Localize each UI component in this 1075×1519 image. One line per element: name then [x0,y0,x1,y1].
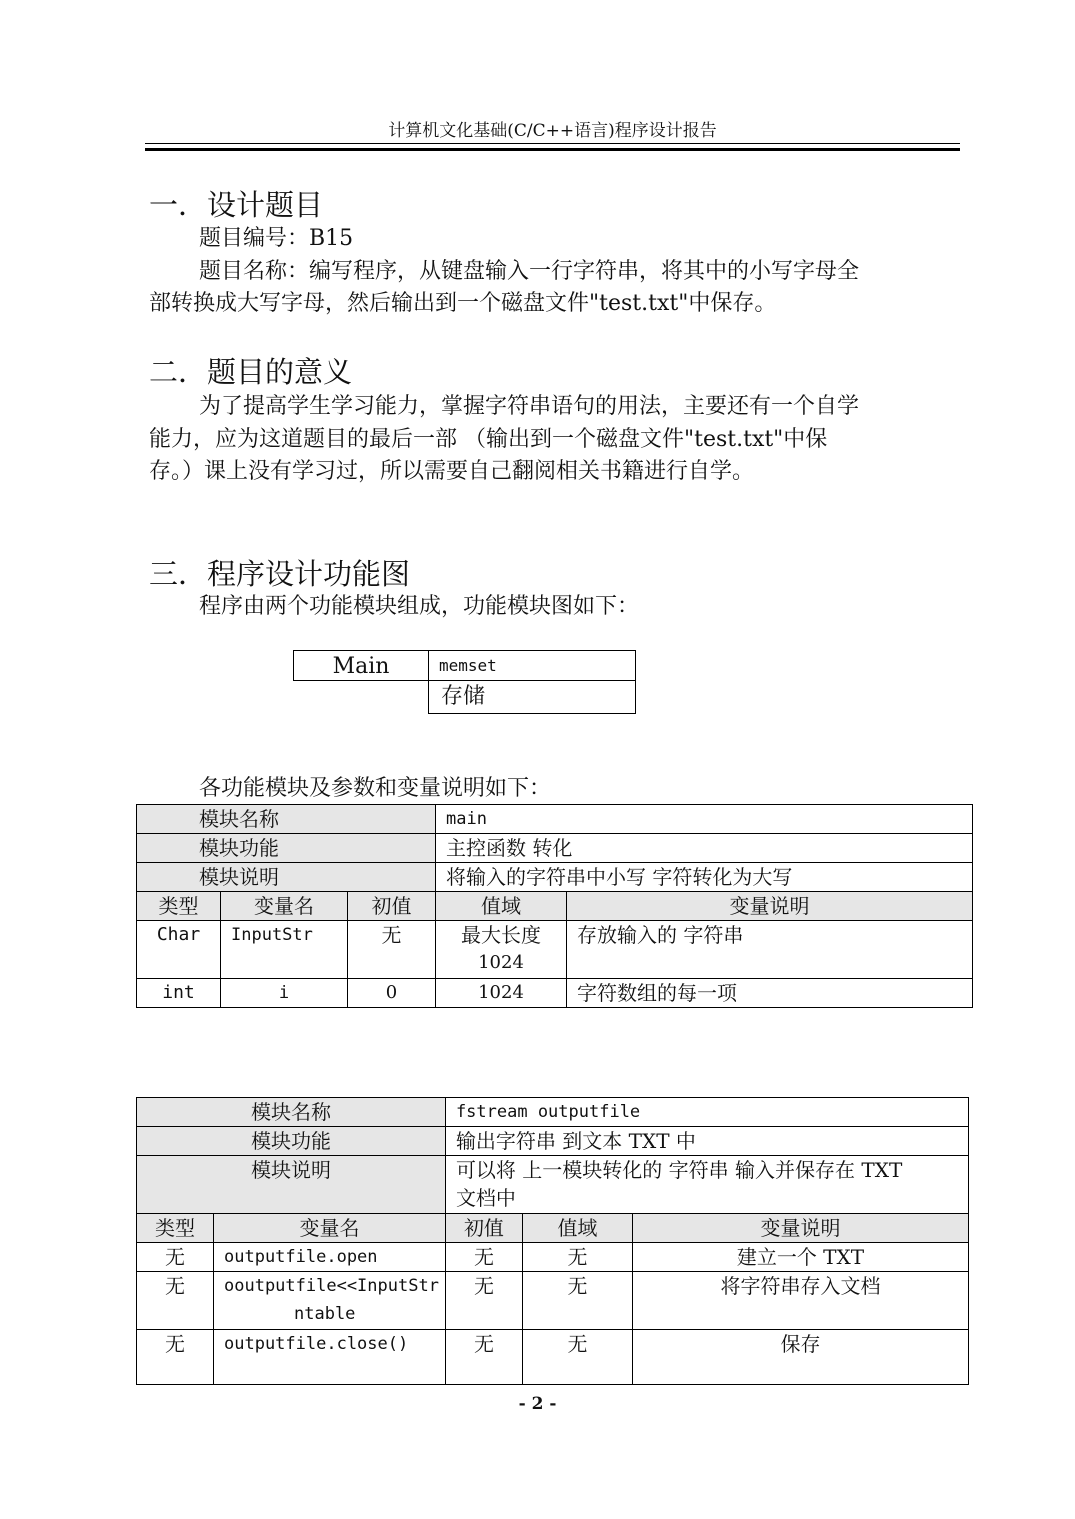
t1-name-label: 模块名称 [137,805,436,834]
t2-col-init: 初值 [445,1214,522,1243]
t1-col-desc: 变量说明 [567,892,973,921]
section2-heading: 二．题目的意义 [149,355,353,389]
t1-col-name: 变量名 [221,892,348,921]
t2-col-type: 类型 [137,1214,214,1243]
header-rule-thick [145,148,960,151]
t2-func-label: 模块功能 [137,1127,446,1156]
t2-desc-label: 模块说明 [137,1156,446,1214]
section1-name-line2: 部转换成大写字母，然后输出到一个磁盘文件"test.txt"中保存。 [149,291,777,316]
table-row: Char InputStr 无 最大长度 1024 存放输入的 字符串 [137,921,973,979]
t1-desc-label: 模块说明 [137,863,436,892]
header-rule-thin [145,143,960,144]
table-row: 无 outputfile.close() 无 无 保存 [137,1330,969,1385]
section2-line2: 能力，应为这道题目的最后一部 （输出到一个磁盘文件"test.txt"中保 [149,427,828,452]
t2-col-range: 值域 [522,1214,632,1243]
section3-heading: 三．程序设计功能图 [149,557,411,591]
module-table-main [136,804,973,1008]
t2-name-value: fstream outputfile [445,1098,968,1127]
section2-line1: 为了提高学生学习能力，掌握字符串语句的用法，主要还有一个自学 [199,394,860,419]
module-table-output [136,1097,969,1385]
section1-name-line1: 题目名称：编写程序，从键盘输入一行字符串，将其中的小写字母全 [199,259,860,284]
t2-name-label: 模块名称 [137,1098,446,1127]
diagram-memset-box: memset [428,650,636,681]
page-number: - 2 - [518,1394,557,1414]
t1-desc-value: 将输入的字符串中小写 字符转化为大写 [436,863,973,892]
t2-col-name: 变量名 [214,1214,446,1243]
t2-col-desc: 变量说明 [632,1214,968,1243]
section1-heading: 一．设计题目 [149,188,324,222]
section3-intro: 程序由两个功能模块组成，功能模块图如下： [199,594,640,619]
table-row: 无 ooutputfile<<InputStr ntable 无 无 将字符串存入文档 [137,1272,969,1330]
t1-col-type: 类型 [137,892,221,921]
diagram-main-box: Main [293,650,429,681]
table-row: 无 outputfile.open 无 无 建立一个 TXT [137,1243,969,1272]
t1-func-value: 主控函数 转化 [436,834,973,863]
section1-number: 题目编号：B15 [199,226,354,251]
t1-col-init: 初值 [348,892,436,921]
section2-line3: 存。）课上没有学习过，所以需要自己翻阅相关书籍进行自学。 [149,459,755,484]
t2-func-value: 输出字符串 到文本 TXT 中 [445,1127,968,1156]
t2-desc-value: 可以将 上一模块转化的 字符串 输入并保存在 TXT 文档中 [445,1156,968,1214]
t1-func-label: 模块功能 [137,834,436,863]
t1-col-range: 值域 [436,892,567,921]
table-intro: 各功能模块及参数和变量说明如下： [199,776,552,801]
page-header: 计算机文化基础(C/C++语言)程序设计报告 [388,121,717,141]
diagram-storage-box: 存储 [428,680,636,714]
table-row: int i 0 1024 字符数组的每一项 [137,979,973,1008]
t1-name-value: main [436,805,973,834]
